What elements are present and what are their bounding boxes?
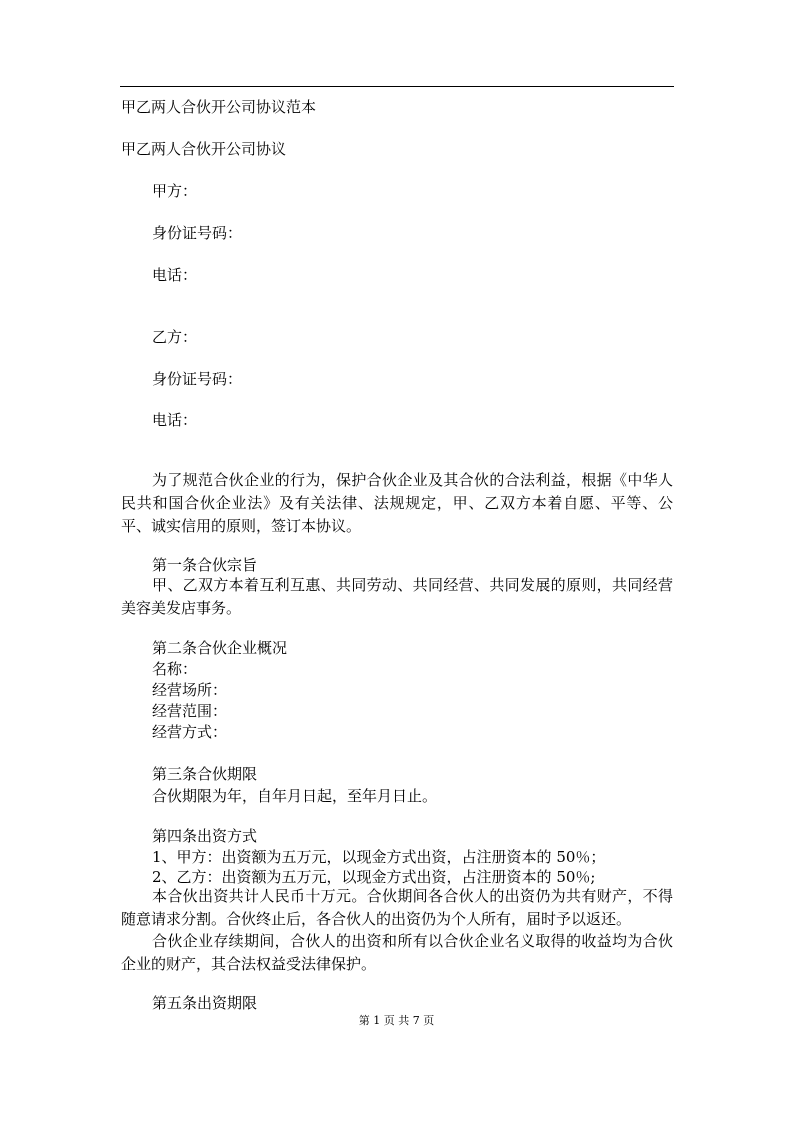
article-3-body: 合伙期限为年，自年月日起，至年月日止。 — [152, 787, 438, 805]
article-4-paragraph-2: 合伙企业存续期间，合伙人的出资和所有以合伙企业名义取得的收益均为合伙企业的财产，其合法权益受法律保护。 — [121, 932, 673, 973]
business-place-label: 经营场所： — [152, 681, 228, 699]
article-4-heading: 第四条出资方式 — [152, 827, 258, 845]
article-3-heading: 第三条合伙期限 — [152, 765, 258, 783]
article-4-item-1: 1、甲方：出资额为五万元，以现金方式出资，占注册资本的 50％； — [152, 848, 606, 866]
preamble-paragraph: 为了规范合伙企业的行为，保护合伙企业及其合伙的合法利益，根据《中华人民共和国合伙企业法》及有关法律、法规规定，甲、乙双方本着自愿、平等、公平、诚实信用的原则，签订本协议。 — [121, 471, 673, 535]
article-1-heading: 第一条合伙宗旨 — [152, 556, 258, 574]
party-a-phone-label: 电话： — [152, 266, 198, 284]
party-a-label: 甲方： — [152, 182, 198, 200]
enterprise-name-label: 名称： — [152, 660, 198, 678]
document-title: 甲乙两人合伙开公司协议范本 — [121, 98, 317, 116]
party-b-id-label: 身份证号码： — [152, 370, 243, 388]
article-4-item-2: 2、乙方：出资额为五万元，以现金方式出资，占注册资本的 50％; — [152, 868, 596, 886]
article-2-heading: 第二条合伙企业概况 — [152, 639, 288, 657]
article-1-body: 甲、乙双方本着互利互惠、共同劳动、共同经营、共同发展的原则，共同经营美容美发店事务。 — [121, 576, 673, 617]
party-b-phone-label: 电话： — [152, 411, 198, 429]
page-number-footer: 第 1 页 共 7 页 — [358, 1014, 435, 1027]
party-b-label: 乙方： — [152, 328, 198, 346]
party-a-id-label: 身份证号码： — [152, 224, 243, 242]
business-scope-label: 经营范围： — [152, 702, 228, 720]
article-5-heading: 第五条出资期限 — [152, 994, 258, 1012]
header-rule — [120, 86, 674, 87]
article-4-paragraph-1: 本合伙出资共计人民币十万元。合伙期间各合伙人的出资仍为共有财产，不得随意请求分割。合伙终止后，各合伙人的出资仍为个人所有，届时予以返还。 — [121, 887, 673, 928]
business-mode-label: 经营方式： — [152, 723, 228, 741]
agreement-title: 甲乙两人合伙开公司协议 — [121, 140, 287, 158]
